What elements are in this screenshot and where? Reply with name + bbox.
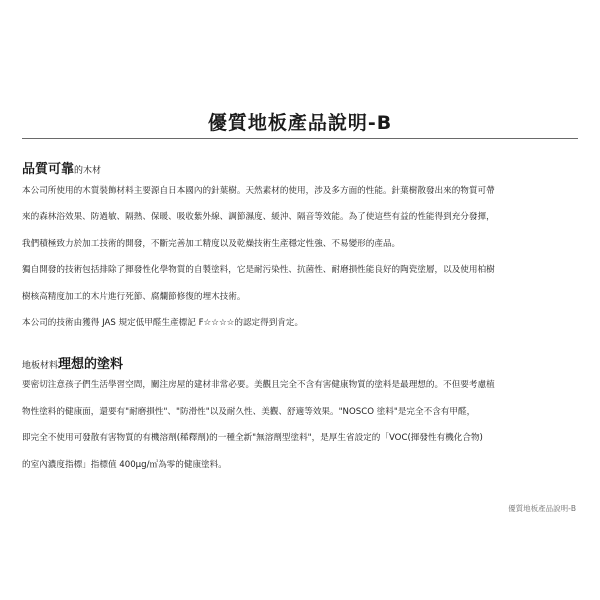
section-heading-sub: 地板材料 <box>22 361 59 371</box>
paragraph-line: 獨自開發的技術包括排除了揮發性化學物質的自製塗料，它是耐污染性、抗菌性、耐磨損性能良好的陶瓷塗層，以及使用柏樹 <box>22 265 495 275</box>
footer-caption: 優質地板產品說明-B <box>508 504 576 513</box>
paragraph-line: 樹核高精度加工的木片進行死節、腐爛節修復的埋木技術。 <box>22 292 246 302</box>
paragraph-line: 物性塗料的健康面，還要有"耐磨損性"、"防滑性"以及耐久性、美觀、舒適等效果。"NOSCO 塗料"是完全不含有甲醛， <box>22 407 476 417</box>
section-heading-quality-wood <box>22 158 101 177</box>
section-heading-ideal-coating <box>22 353 123 372</box>
page-title: 優質地板產品說明-B <box>207 112 393 134</box>
section-heading-sub: 的木材 <box>74 166 102 176</box>
paragraph-line: 本公司的技術由獲得 JAS 規定低甲醛生產標記 F☆☆☆☆的認定得到肯定。 <box>22 318 304 328</box>
paragraph-line: 來的森林浴效果、防過敏、隔熱、保暖、吸收紫外線、調節濕度、緩沖、隔音等效能。為了使這些有益的性能得到充分發揮， <box>22 212 495 222</box>
paragraph-line: 本公司所使用的木質裝飾材料主要源自日本國內的針葉樹。天然素材的使用，涉及多方面的性能。針葉樹散發出來的物質可帶 <box>22 186 495 196</box>
section-heading-main: 品質可靠 <box>22 162 75 177</box>
section-heading-main: 理想的塗料 <box>58 357 124 372</box>
paragraph-line: 要密切注意孩子們生活學習空間，關注房屋的建材非常必要。美觀且完全不含有害健康物質的塗料是最理想的。不但要考慮植 <box>22 380 495 390</box>
paragraph-line: 即完全不使用可發散有害物質的有機溶劑(稀釋劑)的一種全新"無溶劑型塗料"，是厚生省設定的「VOC(揮發性有機化合物) <box>22 433 483 443</box>
paragraph-line: 的室內濃度指標」指標值 400μg/㎥為零的健康塗料。 <box>22 460 227 470</box>
title-divider <box>22 138 578 139</box>
paragraph-line: 我們積極致力於加工技術的開發，不斷完善加工精度以及乾燥技術生產穩定性強、不易變形的產品。 <box>22 239 401 249</box>
